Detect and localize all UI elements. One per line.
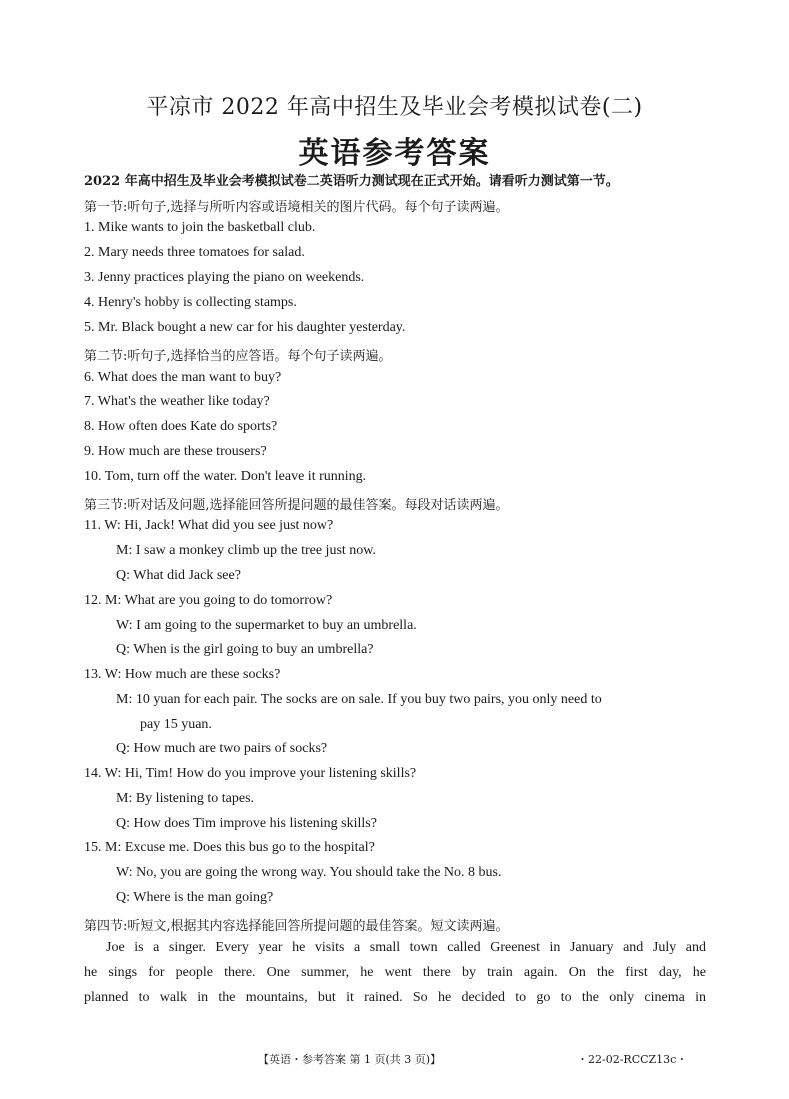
section3-heading: 第三节:听对话及问题,选择能回答所提问题的最佳答案。每段对话读两遍。	[84, 498, 509, 513]
list-item: 3. Jenny practices playing the piano on weekends.	[84, 270, 365, 285]
list-item: 9. How much are these trousers?	[84, 444, 267, 459]
dialogue-line: Q: How does Tim improve his listening skills?	[116, 816, 377, 831]
list-item: 7. What's the weather like today?	[84, 394, 270, 409]
list-item: 2. Mary needs three tomatoes for salad.	[84, 245, 305, 260]
list-item: 6. What does the man want to buy?	[84, 370, 282, 385]
list-item: 4. Henry's hobby is collecting stamps.	[84, 295, 297, 310]
dialogue-line: Q: Where is the man going?	[116, 890, 274, 905]
passage-line: he sings for people there. One summer, he went there by train again. On the first day, he	[84, 965, 706, 980]
dialogue-line: W: No, you are going the wrong way. You should take the No. 8 bus.	[116, 865, 502, 880]
dialogue-line: 14. W: Hi, Tim! How do you improve your listening skills?	[84, 766, 417, 781]
dialogue-line: M: I saw a monkey climb up the tree just now.	[116, 543, 376, 558]
dialogue-line: 15. M: Excuse me. Does this bus go to the hospital?	[84, 840, 375, 855]
footer-code: ・22-02-RCCZ13c・	[577, 1053, 688, 1066]
dialogue-line: Q: When is the girl going to buy an umbrella?	[116, 642, 374, 657]
dialogue-line: M: 10 yuan for each pair. The socks are on sale. If you buy two pairs, you only need to	[116, 692, 602, 707]
list-item: 8. How often does Kate do sports?	[84, 419, 278, 434]
list-item: 10. Tom, turn off the water. Don't leave it running.	[84, 469, 367, 484]
page-title: 平凉市 2022 年高中招生及毕业会考模拟试卷(二)	[146, 95, 643, 120]
passage-line: Joe is a singer. Every year he visits a small town called Greenest in January and July and	[106, 940, 706, 955]
dialogue-line: Q: How much are two pairs of socks?	[116, 741, 328, 756]
page-subtitle: 英语参考答案	[298, 136, 491, 171]
dialogue-line: 12. M: What are you going to do tomorrow?	[84, 593, 333, 608]
dialogue-line: pay 15 yuan.	[140, 717, 212, 732]
list-item: 1. Mike wants to join the basketball club.	[84, 220, 316, 235]
section4-heading: 第四节:听短文,根据其内容选择能回答所提问题的最佳答案。短文读两遍。	[84, 919, 509, 934]
footer-page-info: 【英语・参考答案 第 1 页(共 3 页)】	[258, 1053, 442, 1066]
dialogue-line: Q: What did Jack see?	[116, 568, 241, 583]
dialogue-line: M: By listening to tapes.	[116, 791, 255, 806]
dialogue-line: W: I am going to the supermarket to buy an umbrella.	[116, 618, 417, 633]
dialogue-line: 11. W: Hi, Jack! What did you see just now?	[84, 518, 334, 533]
section2-heading: 第二节:听句子,选择恰当的应答语。每个句子读两遍。	[84, 349, 392, 364]
section1-heading: 第一节:听句子,选择与所听内容或语境相关的图片代码。每个句子读两遍。	[84, 200, 509, 215]
intro-text: 2022 年高中招生及毕业会考模拟试卷二英语听力测试现在正式开始。请看听力测试第一节。	[84, 174, 619, 189]
dialogue-line: 13. W: How much are these socks?	[84, 667, 281, 682]
passage-line: planned to walk in the mountains, but it rained. So he decided to go to the only cinema in	[84, 990, 706, 1005]
list-item: 5. Mr. Black bought a new car for his daughter yesterday.	[84, 320, 406, 335]
